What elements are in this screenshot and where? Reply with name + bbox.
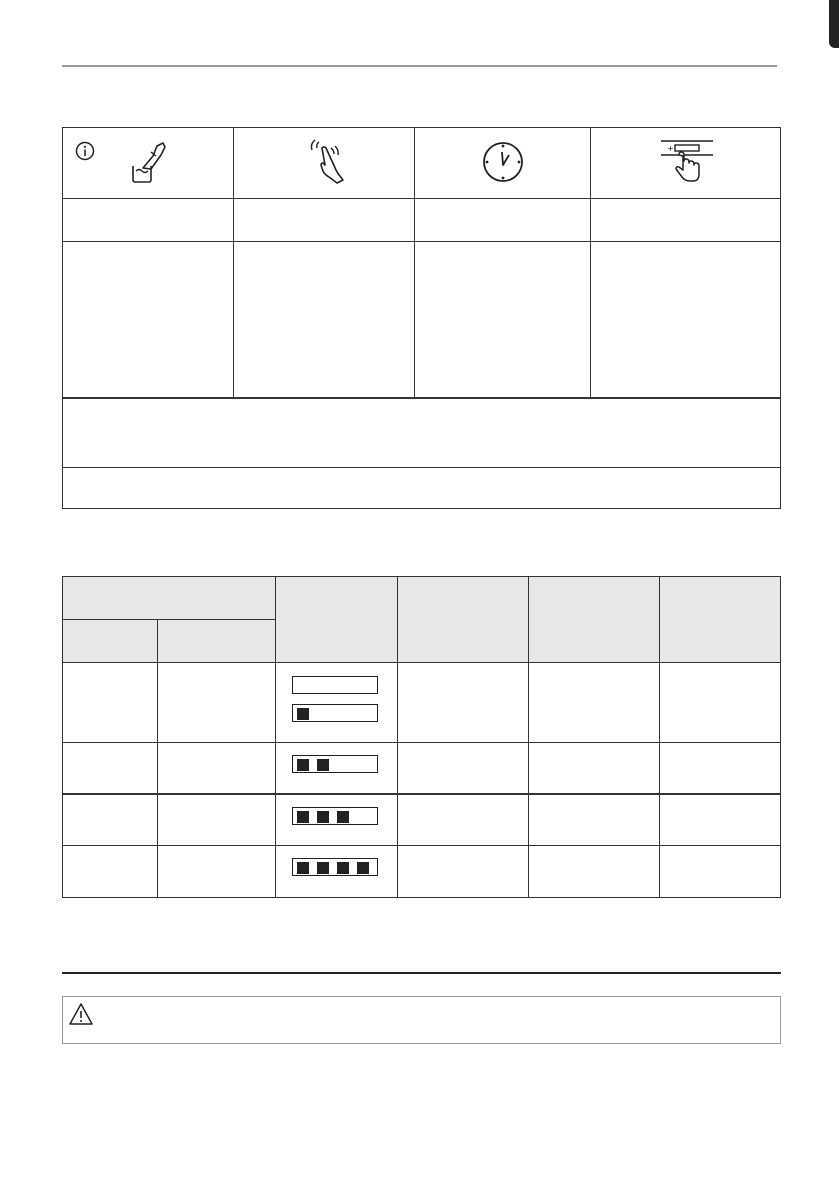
level-segment	[297, 811, 309, 823]
column-divider	[157, 619, 158, 897]
row-divider	[63, 397, 780, 399]
level-segment	[297, 759, 309, 771]
warning-triangle-icon	[68, 1002, 94, 1026]
level-indicator-bar	[292, 676, 378, 694]
level-segment	[297, 862, 309, 874]
page-edge-tab	[829, 0, 839, 48]
column-divider	[233, 128, 234, 398]
level-segment	[357, 862, 369, 874]
row-divider	[63, 742, 780, 743]
row-divider	[63, 845, 780, 846]
row-divider	[63, 662, 780, 663]
column-divider	[397, 577, 398, 897]
level-segment	[317, 811, 329, 823]
column-divider	[590, 128, 591, 398]
column-divider	[659, 577, 660, 897]
container-hand-icon	[129, 140, 171, 184]
header-rule	[62, 65, 777, 67]
button-press-icon	[659, 138, 715, 184]
svg-text:+: +	[667, 144, 674, 153]
clock-icon	[481, 140, 525, 184]
row-divider	[63, 467, 780, 468]
level-indicator-bar	[292, 807, 378, 825]
level-segment	[317, 759, 329, 771]
column-divider	[414, 128, 415, 398]
row-divider	[63, 619, 275, 620]
level-segment	[337, 862, 349, 874]
column-divider	[275, 577, 276, 897]
level-indicator-bar	[292, 704, 378, 722]
row-divider	[63, 793, 780, 795]
level-segment	[337, 811, 349, 823]
level-segment	[297, 708, 309, 720]
levels-table	[62, 576, 781, 898]
symbols-table	[62, 127, 781, 509]
warning-box	[62, 996, 781, 1044]
column-divider	[528, 577, 529, 897]
level-indicator-bar	[292, 755, 378, 773]
row-divider	[63, 241, 780, 242]
level-indicator-bar	[292, 858, 378, 876]
row-divider	[63, 198, 780, 199]
section-rule	[62, 972, 781, 974]
touch-hand-icon	[305, 138, 347, 184]
info-icon	[75, 141, 95, 161]
level-segment	[317, 862, 329, 874]
